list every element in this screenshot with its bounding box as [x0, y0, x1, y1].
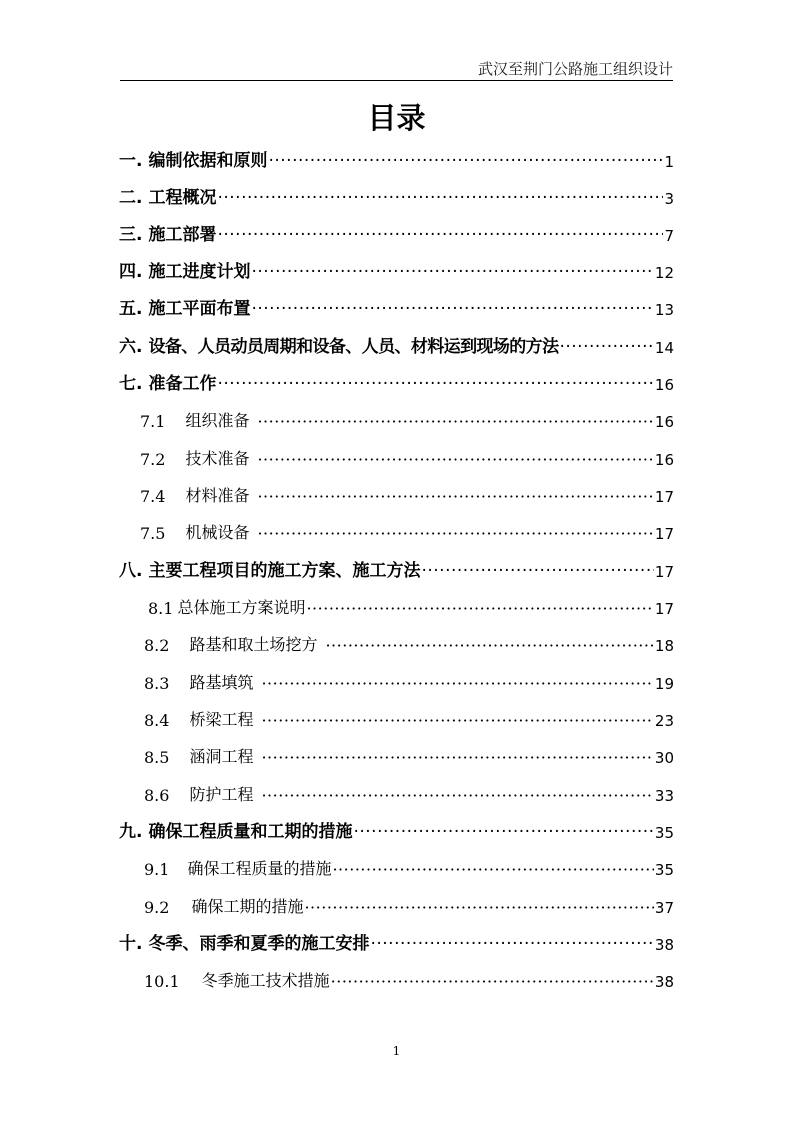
toc-entry-page: 23: [654, 712, 674, 730]
toc-entry-page: 17: [654, 488, 674, 506]
toc-entry-page: 35: [654, 824, 674, 842]
toc-entry-page: 1: [664, 153, 674, 171]
toc-leader-dots: [261, 711, 653, 730]
toc-leader-dots: [353, 822, 653, 842]
toc-entry-number: 8.5: [144, 748, 170, 767]
toc-entry-title: 机械设备: [185, 523, 250, 542]
toc-leader-dots: [325, 636, 653, 655]
toc-entry-title: 路基填筑: [189, 673, 254, 692]
toc-entry-8-5[interactable]: [144, 741, 674, 767]
toc-entry-page: 38: [654, 936, 674, 954]
toc-entry-title: 确保工期的措施: [191, 897, 304, 916]
toc-entry-8-4[interactable]: [144, 704, 674, 730]
toc-entry-8[interactable]: [119, 555, 674, 581]
toc-entry-number: 8.6: [144, 786, 170, 805]
toc-entry-9-1[interactable]: [144, 853, 674, 879]
toc-entry-number: 三.: [119, 225, 143, 245]
toc-leader-dots: [251, 299, 653, 319]
toc-entry-number: 8.4: [144, 711, 170, 730]
toc-entry-page: 18: [654, 637, 674, 655]
toc-entry-7-4[interactable]: [140, 480, 674, 506]
toc-leader-dots: [370, 934, 653, 954]
toc-entry-title: 设备、人员动员周期和设备、人员、材料运到现场的方法: [148, 337, 559, 357]
toc-entry-page: 3: [664, 190, 674, 208]
toc-entry-10-1[interactable]: [144, 965, 674, 991]
toc-entry-title: 确保工程质量和工期的措施: [148, 822, 353, 842]
toc-entry-title: 组织准备: [185, 411, 250, 430]
toc-entry-1[interactable]: [119, 145, 674, 171]
toc-leader-dots: [217, 225, 663, 245]
toc-leader-dots: [257, 450, 653, 469]
toc-entry-title: 技术准备: [185, 449, 250, 468]
toc-entry-number: 四.: [119, 262, 143, 282]
toc-entry-title: 路基和取土场挖方: [189, 635, 318, 654]
page-title: 目录: [367, 101, 426, 135]
toc-leader-dots: [332, 860, 653, 879]
toc-entry-title: 确保工程质量的措施: [187, 859, 332, 878]
toc-entry-number: 二.: [119, 188, 143, 208]
toc-entry-7[interactable]: [119, 368, 674, 394]
header-rule: [120, 80, 673, 81]
toc-entry-page: 7: [664, 227, 674, 245]
toc-entry-number: 10.1: [144, 972, 180, 991]
toc-entry-number: 一.: [119, 151, 143, 171]
toc-entry-page: 17: [654, 563, 674, 581]
toc-entry-title: 冬季施工技术措施: [201, 971, 330, 990]
toc-entry-number: 七.: [119, 374, 143, 394]
toc-entry-page: 16: [654, 413, 674, 431]
toc-leader-dots: [261, 674, 653, 693]
toc-entry-10[interactable]: [119, 928, 674, 954]
toc-entry-page: 30: [654, 749, 674, 767]
toc-entry-number: 7.1: [140, 412, 166, 431]
toc-entry-title: 涵洞工程: [189, 747, 254, 766]
toc-leader-dots: [268, 151, 663, 171]
page-header: 武汉至荆门公路施工组织设计: [477, 60, 673, 78]
toc-entry-title: 施工部署: [148, 225, 217, 245]
toc-entry-page: 38: [654, 973, 674, 991]
toc-entry-title: 冬季、雨季和夏季的施工安排: [148, 934, 370, 954]
toc-entry-number: 八.: [119, 561, 143, 581]
toc-entry-8-2[interactable]: [144, 629, 674, 655]
toc-entry-number: 8.3: [144, 674, 170, 693]
toc-entry-number: 7.2: [140, 450, 166, 469]
toc-entry-page: 16: [654, 376, 674, 394]
toc-entry-number: 五.: [119, 299, 143, 319]
toc-entry-9[interactable]: [119, 816, 674, 842]
page-number: 1: [392, 1044, 401, 1058]
toc-leader-dots: [251, 262, 653, 282]
toc-leader-dots: [421, 561, 653, 581]
toc-entry-page: 16: [654, 451, 674, 469]
toc-entry-7-2[interactable]: [140, 443, 674, 469]
toc-entry-number: 7.5: [140, 524, 166, 543]
toc-entry-page: 17: [654, 600, 674, 618]
toc-entry-7-1[interactable]: [140, 405, 674, 431]
toc-entry-title: 材料准备: [185, 486, 250, 505]
toc-entry-number: 9.1: [144, 860, 170, 879]
toc-leader-dots: [261, 748, 653, 767]
toc-entry-8-6[interactable]: [144, 779, 674, 805]
toc-entry-page: 12: [654, 264, 674, 282]
toc-entry-page: 33: [654, 787, 674, 805]
toc-entry-number: 9.2: [144, 898, 170, 917]
toc-entry-title: 施工平面布置: [148, 299, 251, 319]
toc-entry-number: 九.: [119, 822, 143, 842]
toc-entry-page: 35: [654, 861, 674, 879]
toc-entry-title: 主要工程项目的施工方案、施工方法: [148, 561, 421, 581]
toc-entry-9-2[interactable]: [144, 891, 674, 917]
toc-leader-dots: [257, 524, 653, 543]
toc-entry-page: 17: [654, 525, 674, 543]
toc-entry-number: 8.2: [144, 636, 170, 655]
toc-leader-dots: [559, 337, 653, 357]
toc-entry-6[interactable]: [119, 331, 674, 357]
toc-leader-dots: [257, 412, 653, 431]
toc-entry-2[interactable]: [119, 182, 674, 208]
toc-leader-dots: [217, 188, 663, 208]
toc-entry-page: 14: [654, 339, 674, 357]
toc-entry-title: 防护工程: [189, 785, 254, 804]
toc-entry-number: 六.: [119, 337, 143, 357]
toc-entry-title: 桥梁工程: [189, 710, 254, 729]
toc-leader-dots: [257, 487, 653, 506]
toc-entry-title: 施工进度计划: [148, 262, 251, 282]
toc-leader-dots: [306, 599, 653, 618]
toc-entry-page: 13: [654, 301, 674, 319]
toc-entry-title: 编制依据和原则: [148, 151, 268, 171]
toc-leader-dots: [331, 972, 654, 991]
toc-entry-8-1[interactable]: [148, 592, 674, 618]
toc-entry-5[interactable]: [119, 293, 674, 319]
toc-entry-title: 工程概况: [148, 188, 217, 208]
toc-entry-4[interactable]: [119, 256, 674, 282]
toc-entry-7-5[interactable]: [140, 517, 674, 543]
toc-entry-title: 准备工作: [148, 374, 217, 394]
toc-entry-8-3[interactable]: [144, 667, 674, 693]
toc-entry-page: 37: [654, 899, 674, 917]
toc-entry-3[interactable]: [119, 219, 674, 245]
toc-entry-title: 总体施工方案说明: [177, 598, 306, 617]
toc-leader-dots: [261, 786, 653, 805]
toc-entry-page: 19: [654, 675, 674, 693]
toc-entry-number: 十.: [119, 934, 143, 954]
toc-leader-dots: [304, 898, 653, 917]
toc-entry-number: 7.4: [140, 487, 166, 506]
toc-entry-number: 8.1: [148, 599, 174, 618]
toc-leader-dots: [217, 374, 653, 394]
